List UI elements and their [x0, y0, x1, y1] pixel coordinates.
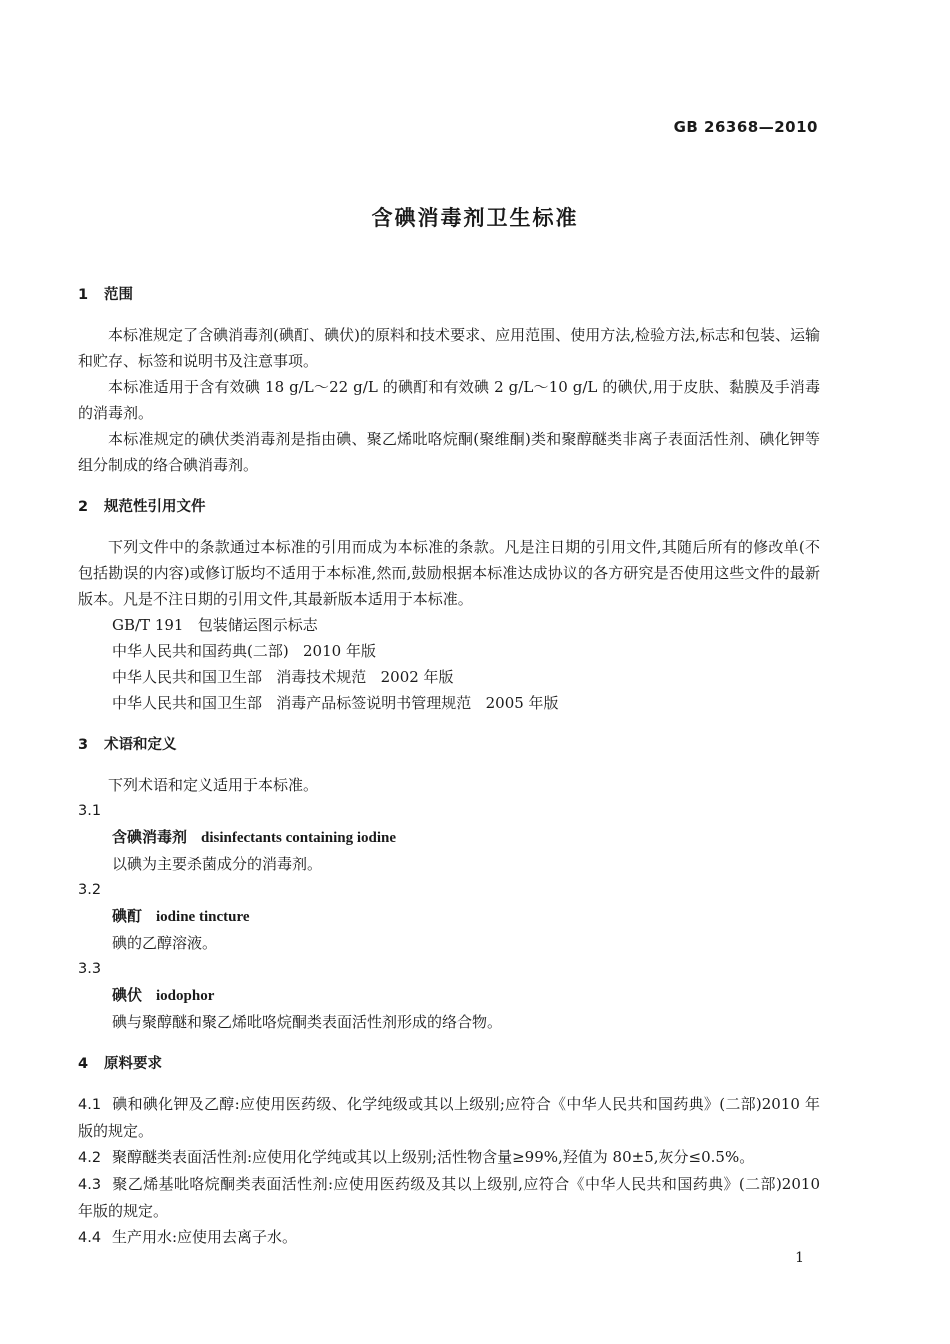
term-entry — [112, 824, 820, 851]
term-definition: 碘与聚醇醚和聚乙烯吡咯烷酮类表面活性剂形成的络合物。 — [112, 1013, 503, 1031]
section-title: 术语和定义 — [104, 737, 177, 753]
section-2-heading — [78, 494, 820, 520]
term-entry — [112, 903, 820, 930]
section-4-heading — [78, 1051, 820, 1077]
requirement-text: 生产用水:应使用去离子水。 — [112, 1228, 298, 1246]
term-en: iodine tincture — [156, 909, 250, 925]
term-number: 3.1 — [78, 803, 102, 819]
section-number: 3 — [78, 737, 89, 753]
term-definition: 碘的乙醇溶液。 — [112, 934, 218, 952]
term-definition: 以碘为主要杀菌成分的消毒剂。 — [112, 855, 323, 873]
section-number: 2 — [78, 499, 89, 515]
page-number: 1 — [795, 1250, 804, 1266]
requirement-text: 聚乙烯基吡咯烷酮类表面活性剂:应使用医药级及其以上级别,应符合《中华人民共和国药典》(二部)2010 年版的规定。 — [78, 1175, 820, 1220]
requirement-number: 4.4 — [78, 1230, 102, 1246]
term-number: 3.3 — [78, 961, 102, 977]
document-title: 含碘消毒剂卫生标准 — [371, 206, 579, 230]
term-zh: 含碘消毒剂 — [112, 828, 188, 846]
requirement-item — [78, 1144, 820, 1171]
section-title: 范围 — [104, 287, 133, 303]
requirement-text: 碘和碘化钾及乙醇:应使用医药级、化学纯级或其以上级别;应符合《中华人民共和国药典》(二部)2010 年版的规定。 — [78, 1095, 820, 1140]
section-1-heading — [78, 282, 820, 308]
document-body — [78, 282, 820, 1251]
requirement-number: 4.2 — [78, 1150, 102, 1166]
section-number: 4 — [78, 1056, 89, 1072]
paragraph: 下列术语和定义适用于本标准。 — [108, 776, 319, 794]
requirement-item — [78, 1224, 820, 1251]
requirement-item — [78, 1171, 820, 1224]
paragraph: 本标准规定了含碘消毒剂(碘酊、碘伏)的原料和技术要求、应用范围、使用方法,检验方法,标志和包装、运输和贮存、标签和说明书及注意事项。 — [78, 326, 820, 370]
reference-item: GB/T 191 包装储运图示标志 — [112, 616, 318, 634]
reference-item: 中华人民共和国卫生部 消毒产品标签说明书管理规范 2005 年版 — [112, 694, 559, 712]
reference-item: 中华人民共和国卫生部 消毒技术规范 2002 年版 — [112, 668, 454, 686]
term-zh: 碘酊 — [112, 907, 143, 925]
term-entry — [112, 982, 820, 1009]
section-3-heading — [78, 732, 820, 758]
reference-item: 中华人民共和国药典(二部) 2010 年版 — [112, 642, 376, 660]
standard-code: GB 26368—2010 — [673, 118, 818, 136]
term-en: iodophor — [156, 988, 215, 1004]
requirement-number: 4.3 — [78, 1177, 102, 1193]
paragraph: 本标准适用于含有效碘 18 g/L～22 g/L 的碘酊和有效碘 2 g/L～10 g/L 的碘伏,用于皮肤、黏膜及手消毒的消毒剂。 — [78, 378, 820, 422]
term-en: disinfectants containing iodine — [201, 830, 397, 846]
paragraph: 下列文件中的条款通过本标准的引用而成为本标准的条款。凡是注日期的引用文件,其随后所有的修改单(不包括勘误的内容)或修订版均不适用于本标准,然而,鼓励根据本标准达成协议的各方研究是否使用这些文件的最新版本。凡是不注日期的引用文件,其最新版本适用于本标准。 — [78, 538, 820, 608]
term-zh: 碘伏 — [112, 986, 143, 1004]
section-number: 1 — [78, 287, 89, 303]
requirement-text: 聚醇醚类表面活性剂:应使用化学纯或其以上级别;活性物含量≥99%,羟值为 80±5,灰分≤0.5%。 — [112, 1148, 755, 1166]
term-number: 3.2 — [78, 882, 102, 898]
requirement-item — [78, 1091, 820, 1144]
requirement-number: 4.1 — [78, 1097, 102, 1113]
paragraph: 本标准规定的碘伏类消毒剂是指由碘、聚乙烯吡咯烷酮(聚维酮)类和聚醇醚类非离子表面活性剂、碘化钾等组分制成的络合碘消毒剂。 — [78, 430, 820, 474]
section-title: 规范性引用文件 — [104, 499, 206, 515]
section-title: 原料要求 — [104, 1056, 162, 1072]
